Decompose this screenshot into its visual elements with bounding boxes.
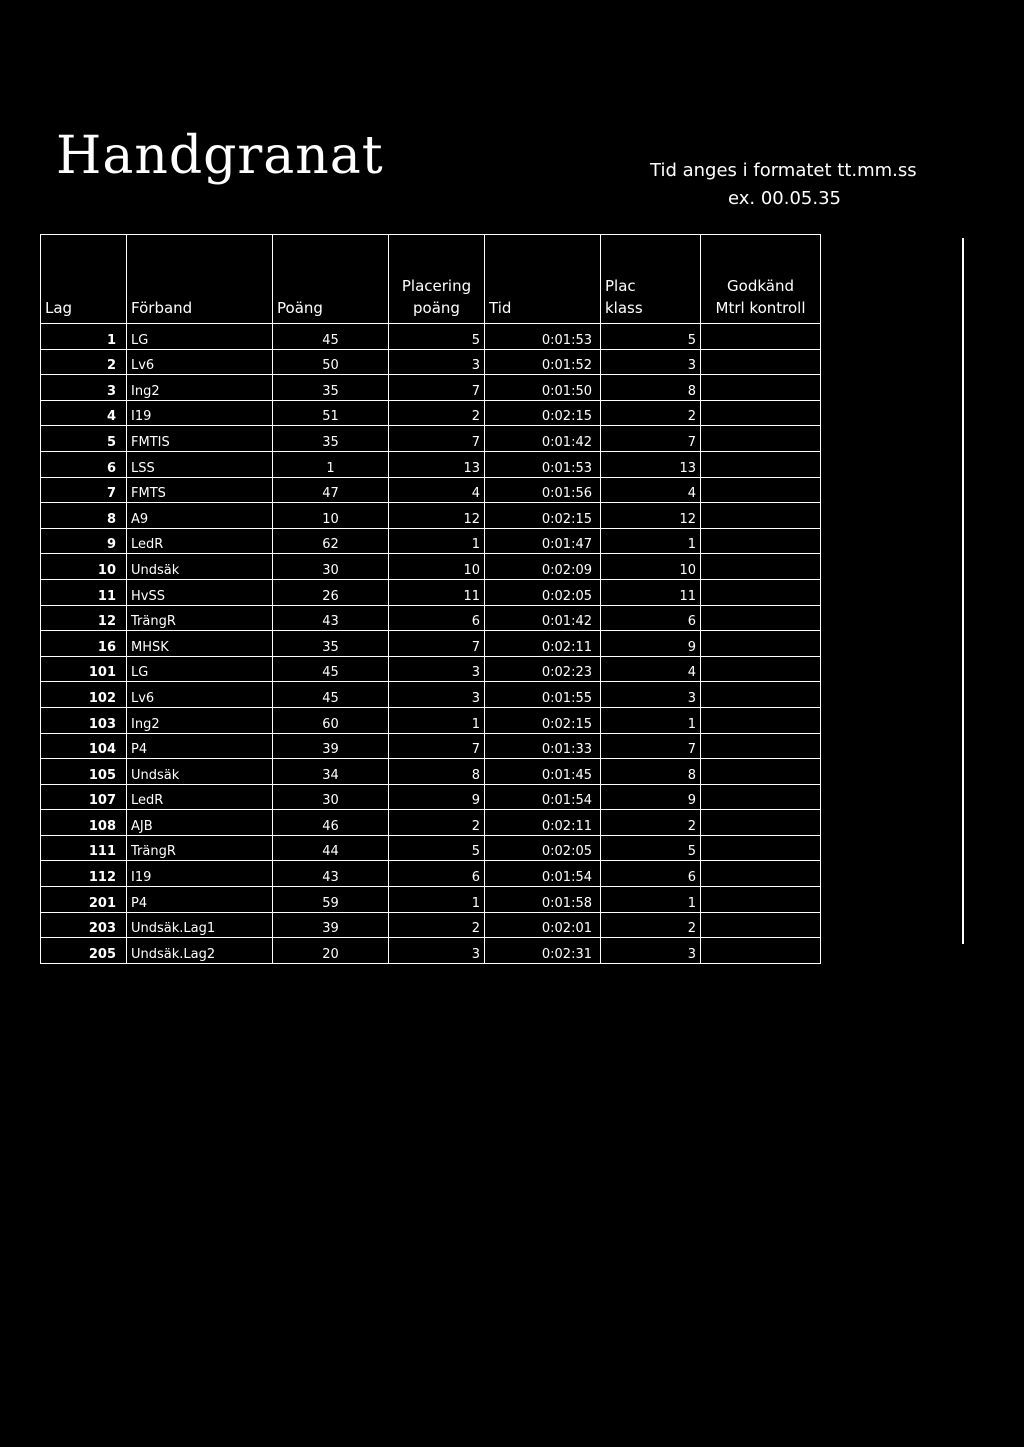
cell-forband: Undsäk.Lag1: [127, 912, 273, 938]
table-row: [41, 554, 821, 580]
cell-forband: Undsäk: [127, 759, 273, 785]
cell-placering: 7: [389, 631, 485, 657]
cell-placering: 9: [389, 784, 485, 810]
col-header-poang: Poäng: [273, 235, 389, 324]
table-row: [41, 707, 821, 733]
cell-forband: Ing2: [127, 375, 273, 401]
cell-placering: 11: [389, 579, 485, 605]
cell-godkand: [701, 938, 821, 964]
cell-poang: 43: [273, 605, 389, 631]
table-row: [41, 631, 821, 657]
cell-klass: 11: [601, 579, 701, 605]
cell-lag: 1: [41, 324, 127, 350]
cell-placering: 3: [389, 938, 485, 964]
cell-poang: 59: [273, 887, 389, 913]
cell-tid: 0:02:15: [485, 400, 601, 426]
table-row: [41, 835, 821, 861]
cell-poang: 1: [273, 451, 389, 477]
cell-tid: 0:01:53: [485, 324, 601, 350]
cell-tid: 0:02:23: [485, 656, 601, 682]
cell-forband: Lv6: [127, 349, 273, 375]
table-row: [41, 451, 821, 477]
cell-tid: 0:01:42: [485, 605, 601, 631]
table-row: [41, 810, 821, 836]
cell-lag: 101: [41, 656, 127, 682]
cell-lag: 16: [41, 631, 127, 657]
cell-lag: 12: [41, 605, 127, 631]
cell-godkand: [701, 759, 821, 785]
table-row: [41, 759, 821, 785]
cell-godkand: [701, 451, 821, 477]
cell-placering: 5: [389, 835, 485, 861]
cell-klass: 1: [601, 528, 701, 554]
cell-tid: 0:01:54: [485, 861, 601, 887]
cell-lag: 112: [41, 861, 127, 887]
cell-tid: 0:02:01: [485, 912, 601, 938]
col-header-lag: Lag: [41, 235, 127, 324]
col-header-forband: Förband: [127, 235, 273, 324]
cell-forband: P4: [127, 733, 273, 759]
cell-klass: 3: [601, 349, 701, 375]
cell-lag: 103: [41, 707, 127, 733]
cell-godkand: [701, 426, 821, 452]
cell-tid: 0:02:11: [485, 810, 601, 836]
col-header-plac-klass: [601, 235, 701, 324]
cell-placering: 7: [389, 375, 485, 401]
cell-poang: 10: [273, 503, 389, 529]
cell-forband: TrängR: [127, 605, 273, 631]
cell-tid: 0:02:05: [485, 579, 601, 605]
cell-poang: 46: [273, 810, 389, 836]
cell-lag: 108: [41, 810, 127, 836]
col-header-godkand: [701, 235, 821, 324]
cell-tid: 0:02:11: [485, 631, 601, 657]
cell-klass: 2: [601, 400, 701, 426]
cell-forband: Ing2: [127, 707, 273, 733]
cell-placering: 3: [389, 682, 485, 708]
cell-klass: 4: [601, 477, 701, 503]
cell-klass: 5: [601, 835, 701, 861]
cell-godkand: [701, 324, 821, 350]
cell-tid: 0:01:54: [485, 784, 601, 810]
cell-forband: FMTS: [127, 477, 273, 503]
cell-godkand: [701, 656, 821, 682]
cell-poang: 30: [273, 554, 389, 580]
cell-forband: MHSK: [127, 631, 273, 657]
cell-tid: 0:01:53: [485, 451, 601, 477]
cell-placering: 6: [389, 861, 485, 887]
time-format-note: Tid anges i formatet tt.mm.ss: [650, 160, 917, 181]
cell-poang: 44: [273, 835, 389, 861]
cell-tid: 0:02:05: [485, 835, 601, 861]
cell-tid: 0:01:42: [485, 426, 601, 452]
cell-lag: 7: [41, 477, 127, 503]
cell-forband: I19: [127, 861, 273, 887]
cell-forband: Lv6: [127, 682, 273, 708]
cell-placering: 3: [389, 349, 485, 375]
cell-placering: 3: [389, 656, 485, 682]
cell-poang: 45: [273, 656, 389, 682]
col-header-placering-line2: poäng: [413, 299, 460, 317]
cell-klass: 8: [601, 375, 701, 401]
cell-godkand: [701, 810, 821, 836]
col-header-godkand-line1: Godkänd: [727, 277, 794, 295]
cell-lag: 5: [41, 426, 127, 452]
table-row: [41, 605, 821, 631]
cell-lag: 102: [41, 682, 127, 708]
table-row: [41, 887, 821, 913]
cell-godkand: [701, 784, 821, 810]
cell-godkand: [701, 707, 821, 733]
cell-placering: 1: [389, 887, 485, 913]
cell-forband: LG: [127, 324, 273, 350]
cell-klass: 6: [601, 605, 701, 631]
cell-poang: 26: [273, 579, 389, 605]
cell-poang: 60: [273, 707, 389, 733]
cell-tid: 0:01:56: [485, 477, 601, 503]
table-row: [41, 861, 821, 887]
cell-tid: 0:02:15: [485, 707, 601, 733]
cell-godkand: [701, 912, 821, 938]
cell-lag: 111: [41, 835, 127, 861]
cell-godkand: [701, 400, 821, 426]
cell-forband: LG: [127, 656, 273, 682]
cell-tid: 0:01:47: [485, 528, 601, 554]
col-header-plac-line1: Plac: [605, 277, 636, 295]
cell-poang: 51: [273, 400, 389, 426]
cell-lag: 201: [41, 887, 127, 913]
cell-tid: 0:02:31: [485, 938, 601, 964]
cell-forband: A9: [127, 503, 273, 529]
cell-placering: 2: [389, 912, 485, 938]
cell-tid: 0:02:09: [485, 554, 601, 580]
table-header-row: [41, 235, 821, 324]
cell-placering: 1: [389, 528, 485, 554]
cell-lag: 205: [41, 938, 127, 964]
table-row: [41, 477, 821, 503]
col-header-plac-line2: klass: [605, 299, 643, 317]
cell-placering: 7: [389, 733, 485, 759]
cell-lag: 9: [41, 528, 127, 554]
cell-godkand: [701, 477, 821, 503]
table-row: [41, 375, 821, 401]
cell-forband: LedR: [127, 528, 273, 554]
cell-poang: 20: [273, 938, 389, 964]
cell-godkand: [701, 503, 821, 529]
time-format-example: ex. 00.05.35: [728, 188, 842, 209]
cell-klass: 9: [601, 631, 701, 657]
cell-lag: 105: [41, 759, 127, 785]
table-row: [41, 784, 821, 810]
table-row: [41, 528, 821, 554]
cell-godkand: [701, 631, 821, 657]
cell-poang: 35: [273, 426, 389, 452]
cell-godkand: [701, 835, 821, 861]
cell-lag: 104: [41, 733, 127, 759]
cell-forband: LedR: [127, 784, 273, 810]
cell-lag: 107: [41, 784, 127, 810]
cell-klass: 5: [601, 324, 701, 350]
cell-poang: 45: [273, 682, 389, 708]
table-row: [41, 349, 821, 375]
cell-forband: P4: [127, 887, 273, 913]
col-header-placering: [389, 235, 485, 324]
results-table: [40, 234, 821, 964]
cell-poang: 62: [273, 528, 389, 554]
cell-placering: 8: [389, 759, 485, 785]
cell-tid: 0:01:45: [485, 759, 601, 785]
cell-placering: 10: [389, 554, 485, 580]
cell-forband: TrängR: [127, 835, 273, 861]
page-title: Handgranat: [56, 126, 384, 186]
cell-forband: AJB: [127, 810, 273, 836]
cell-klass: 7: [601, 733, 701, 759]
cell-lag: 11: [41, 579, 127, 605]
cell-forband: I19: [127, 400, 273, 426]
table-row: [41, 579, 821, 605]
cell-klass: 12: [601, 503, 701, 529]
cell-poang: 50: [273, 349, 389, 375]
cell-placering: 12: [389, 503, 485, 529]
cell-lag: 4: [41, 400, 127, 426]
cell-tid: 0:01:55: [485, 682, 601, 708]
cell-godkand: [701, 349, 821, 375]
cell-placering: 2: [389, 810, 485, 836]
page-divider-line: [962, 238, 964, 944]
cell-tid: 0:01:58: [485, 887, 601, 913]
table-row: [41, 400, 821, 426]
cell-klass: 7: [601, 426, 701, 452]
cell-poang: 47: [273, 477, 389, 503]
cell-placering: 13: [389, 451, 485, 477]
cell-klass: 1: [601, 887, 701, 913]
cell-poang: 35: [273, 631, 389, 657]
cell-klass: 1: [601, 707, 701, 733]
cell-placering: 2: [389, 400, 485, 426]
cell-godkand: [701, 528, 821, 554]
cell-klass: 3: [601, 682, 701, 708]
cell-tid: 0:01:50: [485, 375, 601, 401]
cell-tid: 0:01:52: [485, 349, 601, 375]
cell-poang: 39: [273, 733, 389, 759]
cell-godkand: [701, 579, 821, 605]
cell-godkand: [701, 605, 821, 631]
cell-placering: 7: [389, 426, 485, 452]
cell-tid: 0:02:15: [485, 503, 601, 529]
cell-poang: 45: [273, 324, 389, 350]
cell-forband: HvSS: [127, 579, 273, 605]
table-row: [41, 733, 821, 759]
col-header-tid: Tid: [485, 235, 601, 324]
table-row: [41, 912, 821, 938]
cell-forband: Undsäk.Lag2: [127, 938, 273, 964]
col-header-placering-line1: Placering: [401, 277, 472, 295]
cell-klass: 6: [601, 861, 701, 887]
cell-godkand: [701, 733, 821, 759]
cell-forband: Undsäk: [127, 554, 273, 580]
cell-placering: 1: [389, 707, 485, 733]
cell-klass: 8: [601, 759, 701, 785]
cell-forband: LSS: [127, 451, 273, 477]
cell-placering: 4: [389, 477, 485, 503]
table-row: [41, 656, 821, 682]
cell-poang: 43: [273, 861, 389, 887]
cell-lag: 6: [41, 451, 127, 477]
cell-klass: 4: [601, 656, 701, 682]
table-row: [41, 938, 821, 964]
table-row: [41, 503, 821, 529]
cell-poang: 34: [273, 759, 389, 785]
cell-placering: 5: [389, 324, 485, 350]
cell-lag: 203: [41, 912, 127, 938]
cell-godkand: [701, 887, 821, 913]
cell-lag: 2: [41, 349, 127, 375]
table-row: [41, 682, 821, 708]
cell-klass: 9: [601, 784, 701, 810]
cell-klass: 2: [601, 810, 701, 836]
cell-poang: 39: [273, 912, 389, 938]
cell-poang: 30: [273, 784, 389, 810]
cell-poang: 35: [273, 375, 389, 401]
cell-lag: 8: [41, 503, 127, 529]
cell-forband: FMTIS: [127, 426, 273, 452]
cell-tid: 0:01:33: [485, 733, 601, 759]
cell-lag: 3: [41, 375, 127, 401]
table-row: [41, 324, 821, 350]
cell-lag: 10: [41, 554, 127, 580]
cell-godkand: [701, 554, 821, 580]
cell-klass: 13: [601, 451, 701, 477]
cell-godkand: [701, 861, 821, 887]
cell-klass: 2: [601, 912, 701, 938]
cell-klass: 3: [601, 938, 701, 964]
cell-klass: 10: [601, 554, 701, 580]
col-header-godkand-line2: Mtrl kontroll: [715, 299, 806, 317]
cell-placering: 6: [389, 605, 485, 631]
cell-godkand: [701, 375, 821, 401]
cell-godkand: [701, 682, 821, 708]
table-row: [41, 426, 821, 452]
